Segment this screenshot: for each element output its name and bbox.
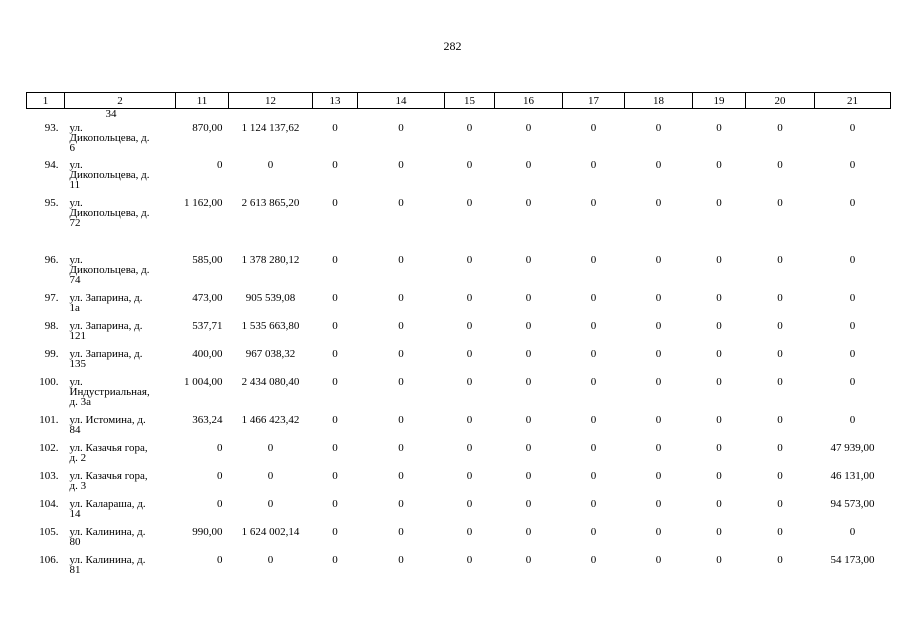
address-line: Дикопольцева, д. bbox=[69, 132, 150, 144]
cell-col-18: 0 bbox=[655, 254, 662, 266]
cell-col-19: 0 bbox=[716, 498, 722, 510]
cell-col-15: 0 bbox=[466, 526, 473, 538]
cell-col-21: 94 573,00 bbox=[830, 498, 875, 510]
cell-col-12: 2 613 865,20 bbox=[241, 197, 300, 209]
address-line: 72 bbox=[69, 217, 81, 229]
cell-col-20: 0 bbox=[777, 254, 783, 266]
cell-col-17: 0 bbox=[590, 498, 597, 510]
cell-col-16: 0 bbox=[525, 470, 532, 482]
continuation-row bbox=[27, 109, 891, 122]
cell-col-18: 0 bbox=[655, 376, 662, 388]
table-row bbox=[27, 291, 891, 319]
cell-col-13: 0 bbox=[332, 122, 338, 134]
cell-col-13: 0 bbox=[332, 348, 338, 360]
cell-col-21: 54 173,00 bbox=[830, 554, 875, 566]
cell-col-16: 0 bbox=[525, 159, 532, 171]
address-cell bbox=[65, 413, 176, 441]
cell-col-14: 0 bbox=[398, 554, 404, 566]
address-line: ул. bbox=[69, 376, 83, 388]
table-row bbox=[27, 413, 891, 441]
cell-col-21: 0 bbox=[849, 320, 856, 332]
col-header: 20 bbox=[746, 93, 815, 109]
cell-col-17: 0 bbox=[590, 470, 597, 482]
cell-col-12: 0 bbox=[267, 470, 274, 482]
table-row bbox=[27, 158, 891, 196]
cell-col-20: 0 bbox=[777, 159, 783, 171]
cell-col-12: 0 bbox=[267, 442, 274, 454]
cell-col-17: 0 bbox=[590, 159, 597, 171]
cell-col-14: 0 bbox=[398, 442, 404, 454]
cell-col-21: 46 131,00 bbox=[830, 470, 875, 482]
continuation-text: 34 bbox=[105, 108, 117, 120]
address-cell bbox=[65, 347, 176, 375]
address-cell bbox=[65, 291, 176, 319]
address-line: д. 3а bbox=[69, 396, 91, 408]
header-row bbox=[27, 93, 891, 109]
cell-col-12: 1 535 663,80 bbox=[241, 320, 300, 332]
cell-col-11: 400,00 bbox=[192, 348, 223, 360]
cell-col-17: 0 bbox=[590, 292, 597, 304]
cell-col-20: 0 bbox=[777, 414, 783, 426]
table-row bbox=[27, 469, 891, 497]
cell-col-18: 0 bbox=[655, 498, 662, 510]
cell-col-20: 0 bbox=[777, 122, 783, 134]
cell-col-17: 0 bbox=[590, 254, 597, 266]
cell-col-11: 1 004,00 bbox=[184, 376, 223, 388]
cell-col-17: 0 bbox=[590, 320, 597, 332]
cell-col-20: 0 bbox=[777, 498, 783, 510]
cell-col-21: 0 bbox=[849, 292, 856, 304]
col-header: 15 bbox=[445, 93, 495, 109]
row-number: 93. bbox=[44, 122, 59, 134]
cell-col-13: 0 bbox=[332, 498, 338, 510]
cell-col-13: 0 bbox=[332, 526, 338, 538]
cell-col-18: 0 bbox=[655, 442, 662, 454]
row-number: 102. bbox=[39, 442, 59, 454]
cell-col-12: 1 624 002,14 bbox=[241, 526, 300, 538]
address-line: 6 bbox=[69, 142, 75, 154]
cell-col-14: 0 bbox=[398, 197, 404, 209]
col-header: 13 bbox=[313, 93, 358, 109]
cell-col-14: 0 bbox=[398, 526, 404, 538]
address-line: ул. bbox=[69, 159, 83, 171]
cell-col-16: 0 bbox=[525, 320, 532, 332]
address-line: Индустриальная, bbox=[69, 386, 150, 398]
address-line: ул. Калинина, д. bbox=[69, 526, 146, 538]
address-line: ул. bbox=[69, 197, 83, 209]
address-line: 14 bbox=[69, 508, 81, 520]
cell-col-12: 1 466 423,42 bbox=[241, 414, 300, 426]
address-line: Дикопольцева, д. bbox=[69, 169, 150, 181]
cell-col-20: 0 bbox=[777, 470, 783, 482]
cell-col-14: 0 bbox=[398, 159, 404, 171]
cell-col-11: 990,00 bbox=[192, 526, 223, 538]
cell-col-11: 1 162,00 bbox=[184, 197, 223, 209]
col-header: 2 bbox=[65, 93, 176, 109]
table-row bbox=[27, 253, 891, 291]
address-line: ул. Запарина, д. bbox=[69, 292, 143, 304]
cell-col-19: 0 bbox=[716, 554, 722, 566]
data-table-container bbox=[26, 92, 890, 581]
table-row bbox=[27, 497, 891, 525]
cell-col-17: 0 bbox=[590, 122, 597, 134]
address-line: ул. Запарина, д. bbox=[69, 348, 143, 360]
cell-col-16: 0 bbox=[525, 498, 532, 510]
address-line: Дикопольцева, д. bbox=[69, 207, 150, 219]
cell-col-12: 905 539,08 bbox=[245, 292, 296, 304]
cell-col-14: 0 bbox=[398, 470, 404, 482]
col-header: 16 bbox=[495, 93, 563, 109]
cell-col-16: 0 bbox=[525, 414, 532, 426]
address-cell bbox=[65, 497, 176, 525]
address-cell bbox=[65, 553, 176, 581]
address-line: д. 2 bbox=[69, 452, 87, 464]
cell-col-15: 0 bbox=[466, 122, 473, 134]
address-line: ул. Казачья гора, bbox=[69, 442, 148, 454]
row-number: 104. bbox=[39, 498, 59, 510]
cell-col-21: 0 bbox=[849, 159, 856, 171]
cell-col-18: 0 bbox=[655, 320, 662, 332]
cell-col-13: 0 bbox=[332, 159, 338, 171]
cell-col-15: 0 bbox=[466, 320, 473, 332]
cell-col-11: 0 bbox=[217, 498, 223, 510]
cell-col-15: 0 bbox=[466, 376, 473, 388]
address-line: 80 bbox=[69, 536, 81, 548]
cell-col-19: 0 bbox=[716, 470, 722, 482]
table-row bbox=[27, 196, 891, 253]
col-header: 18 bbox=[625, 93, 693, 109]
cell-col-11: 585,00 bbox=[192, 254, 223, 266]
cell-col-15: 0 bbox=[466, 554, 473, 566]
cell-col-12: 0 bbox=[267, 159, 274, 171]
cell-col-20: 0 bbox=[777, 554, 783, 566]
cell-col-17: 0 bbox=[590, 348, 597, 360]
cell-col-11: 537,71 bbox=[192, 320, 223, 332]
cell-col-11: 473,00 bbox=[192, 292, 223, 304]
col-header: 12 bbox=[229, 93, 313, 109]
row-number: 105. bbox=[39, 526, 59, 538]
col-header: 17 bbox=[563, 93, 625, 109]
address-line: 1а bbox=[69, 302, 80, 314]
cell-col-13: 0 bbox=[332, 254, 338, 266]
address-cell bbox=[65, 158, 176, 196]
cell-col-12: 0 bbox=[267, 498, 274, 510]
address-line: 121 bbox=[69, 330, 86, 342]
table-row bbox=[27, 525, 891, 553]
table-row bbox=[27, 121, 891, 158]
cell-col-19: 0 bbox=[716, 442, 722, 454]
cell-col-21: 0 bbox=[849, 414, 856, 426]
cell-col-15: 0 bbox=[466, 197, 473, 209]
cell-col-20: 0 bbox=[777, 292, 783, 304]
cell-col-11: 870,00 bbox=[192, 122, 223, 134]
cell-col-20: 0 bbox=[777, 526, 783, 538]
cell-col-13: 0 bbox=[332, 414, 338, 426]
table-row bbox=[27, 553, 891, 581]
col-header: 1 bbox=[27, 93, 65, 109]
cell-col-13: 0 bbox=[332, 554, 338, 566]
cell-col-12: 967 038,32 bbox=[245, 348, 296, 360]
address-cell bbox=[65, 319, 176, 347]
cell-col-18: 0 bbox=[655, 526, 662, 538]
row-number: 97. bbox=[44, 292, 59, 304]
cell-col-18: 0 bbox=[655, 554, 662, 566]
table-row bbox=[27, 347, 891, 375]
cell-col-19: 0 bbox=[716, 376, 722, 388]
address-line: 84 bbox=[69, 424, 81, 436]
cell-col-11: 363,24 bbox=[192, 414, 223, 426]
cell-col-11: 0 bbox=[217, 554, 223, 566]
cell-col-13: 0 bbox=[332, 376, 338, 388]
address-line: ул. Казачья гора, bbox=[69, 470, 148, 482]
cell-col-18: 0 bbox=[655, 122, 662, 134]
cell-col-21: 0 bbox=[849, 122, 856, 134]
cell-col-13: 0 bbox=[332, 470, 338, 482]
table-row bbox=[27, 375, 891, 413]
table-row bbox=[27, 319, 891, 347]
cell-col-19: 0 bbox=[716, 348, 722, 360]
address-line: ул. Запарина, д. bbox=[69, 320, 143, 332]
cell-col-19: 0 bbox=[716, 320, 722, 332]
cell-col-15: 0 bbox=[466, 348, 473, 360]
cell-col-17: 0 bbox=[590, 197, 597, 209]
row-number: 99. bbox=[44, 348, 59, 360]
address-cell bbox=[65, 441, 176, 469]
cell-col-14: 0 bbox=[398, 320, 404, 332]
cell-col-15: 0 bbox=[466, 498, 473, 510]
cell-col-18: 0 bbox=[655, 414, 662, 426]
address-line: Дикопольцева, д. bbox=[69, 264, 150, 276]
cell-col-12: 1 124 137,62 bbox=[241, 122, 300, 134]
cell-col-19: 0 bbox=[716, 292, 722, 304]
page-number: 282 bbox=[443, 39, 462, 53]
col-header: 21 bbox=[815, 93, 891, 109]
cell-col-14: 0 bbox=[398, 122, 404, 134]
cell-col-19: 0 bbox=[716, 122, 722, 134]
cell-col-17: 0 bbox=[590, 414, 597, 426]
cell-col-20: 0 bbox=[777, 348, 783, 360]
col-header: 14 bbox=[358, 93, 445, 109]
cell-col-18: 0 bbox=[655, 292, 662, 304]
address-line: ул. Истомина, д. bbox=[69, 414, 146, 426]
address-line: 135 bbox=[69, 358, 86, 370]
address-cell bbox=[65, 375, 176, 413]
cell-col-16: 0 bbox=[525, 442, 532, 454]
data-table bbox=[26, 92, 891, 581]
cell-col-14: 0 bbox=[398, 292, 404, 304]
cell-col-16: 0 bbox=[525, 292, 532, 304]
address-cell bbox=[65, 525, 176, 553]
row-number: 96. bbox=[44, 254, 59, 266]
address-line: 11 bbox=[69, 179, 81, 191]
row-number: 100. bbox=[39, 376, 59, 388]
row-number: 101. bbox=[39, 414, 59, 426]
cell-col-21: 47 939,00 bbox=[830, 442, 875, 454]
address-line: ул. Калинина, д. bbox=[69, 554, 146, 566]
address-cell bbox=[65, 253, 176, 291]
cell-col-20: 0 bbox=[777, 197, 783, 209]
cell-col-17: 0 bbox=[590, 442, 597, 454]
cell-col-19: 0 bbox=[716, 197, 722, 209]
cell-col-19: 0 bbox=[716, 159, 722, 171]
col-header: 19 bbox=[693, 93, 746, 109]
address-line: 81 bbox=[69, 564, 81, 576]
cell-col-19: 0 bbox=[716, 526, 722, 538]
cell-col-11: 0 bbox=[217, 159, 223, 171]
address-line: д. 3 bbox=[69, 480, 87, 492]
cell-col-16: 0 bbox=[525, 376, 532, 388]
cell-col-19: 0 bbox=[716, 414, 722, 426]
cell-col-18: 0 bbox=[655, 197, 662, 209]
cell-col-20: 0 bbox=[777, 320, 783, 332]
address-cell bbox=[65, 469, 176, 497]
table-body bbox=[27, 109, 891, 582]
table-row bbox=[27, 441, 891, 469]
cell-col-20: 0 bbox=[777, 376, 783, 388]
cell-col-16: 0 bbox=[525, 554, 532, 566]
row-number: 103. bbox=[39, 470, 59, 482]
cell-col-18: 0 bbox=[655, 159, 662, 171]
row-number: 106. bbox=[39, 554, 59, 566]
cell-col-14: 0 bbox=[398, 498, 404, 510]
cell-col-16: 0 bbox=[525, 197, 532, 209]
cell-col-15: 0 bbox=[466, 414, 473, 426]
cell-col-11: 0 bbox=[217, 470, 223, 482]
address-line: ул. Калараша, д. bbox=[69, 498, 146, 510]
cell-col-11: 0 bbox=[217, 442, 223, 454]
cell-col-17: 0 bbox=[590, 526, 597, 538]
cell-col-15: 0 bbox=[466, 159, 473, 171]
cell-col-12: 2 434 080,40 bbox=[241, 376, 300, 388]
cell-col-16: 0 bbox=[525, 526, 532, 538]
cell-col-17: 0 bbox=[590, 554, 597, 566]
cell-col-13: 0 bbox=[332, 320, 338, 332]
cell-col-21: 0 bbox=[849, 526, 856, 538]
address-line: ул. bbox=[69, 122, 83, 134]
cell-col-21: 0 bbox=[849, 348, 856, 360]
cell-col-14: 0 bbox=[398, 414, 404, 426]
cell-col-18: 0 bbox=[655, 470, 662, 482]
address-line: 74 bbox=[69, 274, 81, 286]
row-number: 98. bbox=[44, 320, 59, 332]
cell-col-19: 0 bbox=[716, 254, 722, 266]
row-number: 95. bbox=[44, 197, 59, 209]
cell-col-13: 0 bbox=[332, 442, 338, 454]
cell-col-15: 0 bbox=[466, 470, 473, 482]
cell-col-21: 0 bbox=[849, 376, 856, 388]
address-line: ул. bbox=[69, 254, 83, 266]
cell-col-18: 0 bbox=[655, 348, 662, 360]
cell-col-14: 0 bbox=[398, 254, 404, 266]
cell-col-12: 0 bbox=[267, 554, 274, 566]
row-number: 94. bbox=[44, 159, 59, 171]
cell-col-16: 0 bbox=[525, 122, 532, 134]
cell-col-12: 1 378 280,12 bbox=[241, 254, 300, 266]
col-header: 11 bbox=[176, 93, 229, 109]
address-cell bbox=[65, 121, 176, 158]
cell-col-14: 0 bbox=[398, 376, 404, 388]
cell-col-13: 0 bbox=[332, 292, 338, 304]
cell-col-15: 0 bbox=[466, 442, 473, 454]
cell-col-16: 0 bbox=[525, 348, 532, 360]
cell-col-14: 0 bbox=[398, 348, 404, 360]
address-cell bbox=[65, 196, 176, 253]
cell-col-20: 0 bbox=[777, 442, 783, 454]
cell-col-21: 0 bbox=[849, 254, 856, 266]
cell-col-13: 0 bbox=[332, 197, 338, 209]
cell-col-15: 0 bbox=[466, 292, 473, 304]
cell-col-15: 0 bbox=[466, 254, 473, 266]
cell-col-21: 0 bbox=[849, 197, 856, 209]
cell-col-17: 0 bbox=[590, 376, 597, 388]
cell-col-16: 0 bbox=[525, 254, 532, 266]
